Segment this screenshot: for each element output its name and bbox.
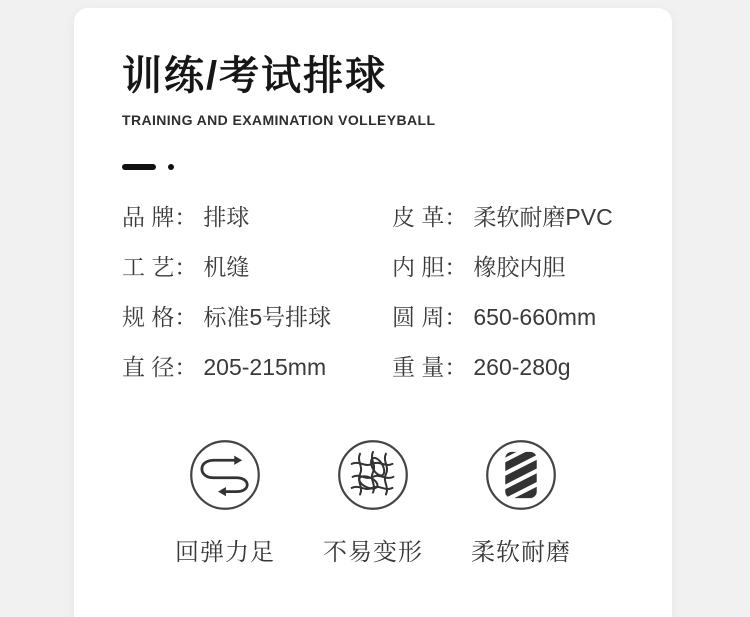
- spec-row-craft: [122, 255, 392, 279]
- spec-value: 260-280g: [473, 354, 571, 380]
- spec-value: 排球: [203, 204, 250, 230]
- spec-row-bladder: [392, 255, 642, 279]
- spec-row-diameter: [122, 355, 392, 379]
- rebound-arrow-icon: [188, 438, 262, 512]
- spec-label: 圆 周：: [392, 304, 468, 330]
- spec-row-brand: [122, 205, 392, 229]
- spec-row-weight: [392, 355, 642, 379]
- feature-shape-retention: [321, 438, 425, 567]
- spec-row-leather: [392, 205, 642, 229]
- spec-label: 内 胆：: [392, 254, 468, 280]
- feature-label: 回弹力足: [175, 539, 275, 566]
- spec-value: 205-215mm: [203, 354, 327, 380]
- feature-soft-durable: [469, 438, 573, 567]
- spec-value: 650-660mm: [473, 304, 597, 330]
- spec-label: 品 牌：: [122, 204, 198, 230]
- spec-label: 直 径：: [122, 354, 198, 380]
- spec-row-circumference: [392, 305, 642, 329]
- spec-label: 重 量：: [392, 354, 468, 380]
- dot-decoration: [168, 164, 174, 170]
- feature-rebound: [173, 438, 277, 567]
- product-subtitle: TRAINING AND EXAMINATION VOLLEYBALL: [122, 112, 436, 128]
- spec-label: 皮 革：: [392, 204, 468, 230]
- mesh-texture-icon: [336, 438, 410, 512]
- product-info-card: [74, 8, 672, 617]
- soft-stripes-icon: [484, 438, 558, 512]
- spec-value: 柔软耐磨PVC: [473, 204, 613, 230]
- dash-dot-divider: [122, 164, 174, 170]
- feature-label: 不易变形: [323, 539, 423, 566]
- feature-list: [74, 438, 672, 567]
- spec-value: 橡胶内胆: [473, 254, 566, 280]
- spec-value: 标准5号排球: [203, 304, 332, 330]
- spec-label: 工 艺：: [122, 254, 198, 280]
- spec-label: 规 格：: [122, 304, 198, 330]
- spec-row-size: [122, 305, 392, 329]
- feature-label: 柔软耐磨: [471, 539, 571, 566]
- spec-table: [122, 205, 642, 379]
- spec-value: 机缝: [203, 254, 250, 280]
- product-title: 训练/考试排球: [122, 54, 388, 98]
- dash-decoration: [122, 164, 156, 170]
